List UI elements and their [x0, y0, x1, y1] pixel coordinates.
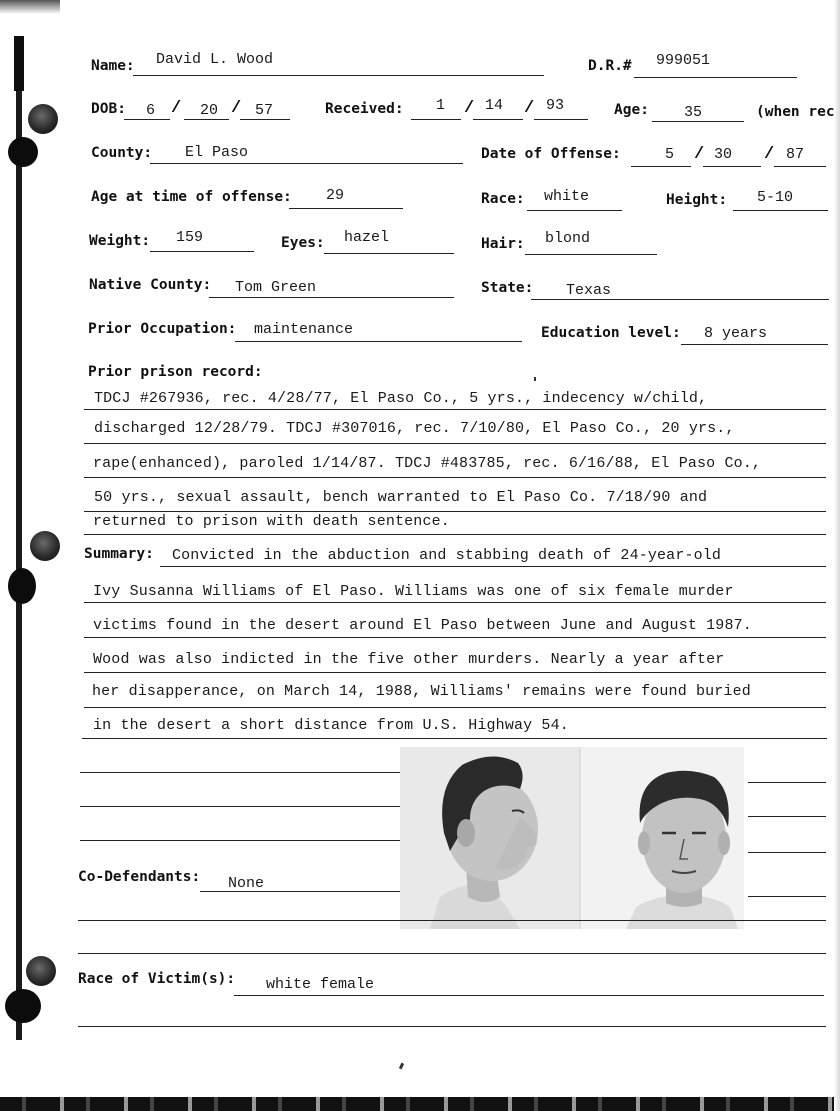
received-day-underline	[473, 119, 523, 120]
right-edge-shadow	[834, 0, 840, 1111]
race-label: Race:	[481, 191, 525, 207]
dob-month-underline	[124, 119, 170, 120]
age-value: 35	[684, 104, 703, 121]
dr-number: 999051	[656, 52, 711, 69]
age-label: Age:	[614, 102, 649, 118]
summary-rule	[84, 637, 826, 638]
prior-record-line: rape(enhanced), paroled 1/14/87. TDCJ #483785, rec. 6/16/88, El Paso Co.,	[93, 455, 762, 472]
blank-rule	[748, 816, 826, 817]
age-at-offense-value: 29	[326, 187, 345, 204]
blank-rule	[748, 782, 826, 783]
received-month: 1	[436, 97, 446, 114]
offense-slash: /	[764, 145, 775, 164]
dob-slash: /	[231, 99, 242, 118]
binder-clip-icon	[5, 989, 41, 1023]
dr-underline	[634, 77, 797, 78]
blank-rule	[80, 806, 400, 807]
victim-race-value: white female	[266, 976, 375, 993]
name-underline	[133, 75, 544, 76]
eyes-label: Eyes:	[281, 235, 325, 251]
height-label: Height:	[666, 192, 728, 208]
co-defendants-value: None	[228, 875, 265, 892]
prior-record-line: 50 yrs., sexual assault, bench warranted to El Paso Co. 7/18/90 and	[94, 489, 708, 506]
summary-line: Wood was also indicted in the five other murders. Nearly a year after	[93, 651, 725, 668]
record-rule	[84, 409, 826, 410]
summary-line: victims found in the desert around El Paso between June and August 1987.	[93, 617, 752, 634]
county-value: El Paso	[185, 144, 249, 161]
record-rule	[84, 477, 826, 478]
age-at-offense-label: Age at time of offense:	[91, 189, 292, 205]
prior-record-line: returned to prison with death sentence.	[93, 513, 450, 530]
scan-speck	[399, 1063, 404, 1070]
education-value: 8 years	[704, 325, 768, 342]
received-slash: /	[464, 99, 475, 118]
prior-record-label: Prior prison record:	[88, 364, 263, 380]
age-note: (when rec	[756, 104, 835, 120]
offense-year-underline	[774, 166, 826, 167]
age-at-offense-underline	[289, 208, 403, 209]
scan-speck	[534, 377, 536, 381]
county-label: County:	[91, 145, 153, 161]
record-rule	[84, 511, 826, 512]
offense-slash: /	[694, 145, 705, 164]
bottom-strip	[0, 1097, 840, 1111]
summary-rule	[160, 566, 826, 567]
offense-day-underline	[703, 166, 761, 167]
blank-rule	[748, 896, 826, 897]
offense-month: 5	[665, 146, 675, 163]
native-county-underline	[209, 297, 454, 298]
summary-rule	[82, 738, 827, 739]
weight-label: Weight:	[89, 233, 151, 249]
victim-race-label: Race of Victim(s):	[78, 971, 236, 987]
record-rule	[84, 534, 826, 535]
race-underline	[527, 210, 622, 211]
co-defendants-underline	[200, 891, 400, 892]
dob-label: DOB:	[91, 101, 126, 117]
received-year: 93	[546, 97, 565, 114]
weight-underline	[150, 251, 254, 252]
state-underline	[531, 299, 829, 300]
blank-rule	[78, 920, 826, 921]
summary-line: in the desert a short distance from U.S. Highway 54.	[93, 717, 569, 734]
prior-record-line: discharged 12/28/79. TDCJ #307016, rec. 7/10/80, El Paso Co., 20 yrs.,	[94, 420, 735, 437]
record-rule	[84, 443, 826, 444]
blank-rule	[80, 840, 400, 841]
binder-clip-icon	[8, 568, 36, 604]
mugshot-photo	[400, 747, 744, 929]
received-slash: /	[524, 99, 535, 118]
education-underline	[681, 344, 828, 345]
binder-clip-icon	[8, 137, 38, 167]
offense-day: 30	[714, 146, 733, 163]
blank-rule	[80, 772, 400, 773]
county-underline	[150, 163, 463, 164]
dob-year: 57	[255, 102, 274, 119]
native-county-value: Tom Green	[235, 279, 317, 296]
summary-label: Summary:	[84, 546, 154, 562]
binder-edge	[16, 40, 22, 1040]
mugshot-svg	[400, 747, 744, 929]
occupation-value: maintenance	[254, 321, 354, 338]
occupation-label: Prior Occupation:	[88, 321, 237, 337]
summary-rule	[84, 707, 826, 708]
hair-underline	[525, 254, 657, 255]
hair-value: blond	[545, 230, 591, 247]
hair-label: Hair:	[481, 236, 525, 252]
state-value: Texas	[566, 282, 612, 299]
received-year-underline	[534, 119, 588, 120]
summary-line: her disapperance, on March 14, 1988, Williams' remains were found buried	[92, 683, 751, 700]
weight-value: 159	[176, 229, 204, 246]
race-value: white	[544, 188, 590, 205]
offense-month-underline	[631, 166, 691, 167]
dob-day: 20	[200, 102, 219, 119]
received-day: 14	[485, 97, 504, 114]
height-underline	[733, 210, 828, 211]
binder-hole-icon	[26, 956, 56, 986]
summary-line: Convicted in the abduction and stabbing death of 24-year-old	[172, 547, 722, 564]
dob-month: 6	[146, 102, 156, 119]
victim-race-underline	[234, 995, 824, 996]
education-label: Education level:	[541, 325, 681, 341]
native-county-label: Native County:	[89, 277, 212, 293]
prior-record-line: TDCJ #267936, rec. 4/28/77, El Paso Co., 5 yrs., indecency w/child,	[94, 390, 708, 407]
received-label: Received:	[325, 101, 404, 117]
eyes-underline	[324, 253, 454, 254]
dob-year-underline	[240, 119, 290, 120]
offense-year: 87	[786, 146, 805, 163]
top-shadow	[0, 0, 60, 14]
dob-day-underline	[184, 119, 229, 120]
mugshot-front	[626, 771, 738, 929]
inmate-name: David L. Wood	[156, 51, 274, 68]
co-defendants-label: Co-Defendants:	[78, 869, 201, 885]
binder-hole-icon	[30, 531, 60, 561]
blank-rule	[78, 1026, 826, 1027]
age-underline	[652, 121, 744, 122]
dob-slash: /	[171, 99, 182, 118]
binder-edge-top	[14, 36, 24, 91]
received-month-underline	[411, 119, 461, 120]
occupation-underline	[235, 341, 522, 342]
summary-line: Ivy Susanna Williams of El Paso. Williams was one of six female murder	[93, 583, 734, 600]
blank-rule	[78, 953, 826, 954]
eyes-value: hazel	[344, 229, 390, 246]
height-value: 5-10	[757, 189, 794, 206]
binder-hole-icon	[28, 104, 58, 134]
summary-rule	[84, 602, 826, 603]
state-label: State:	[481, 280, 534, 296]
name-label: Name:	[91, 58, 135, 74]
blank-rule	[748, 852, 826, 853]
summary-rule	[84, 672, 826, 673]
offense-date-label: Date of Offense:	[481, 146, 621, 162]
dr-label: D.R.#	[588, 58, 632, 74]
